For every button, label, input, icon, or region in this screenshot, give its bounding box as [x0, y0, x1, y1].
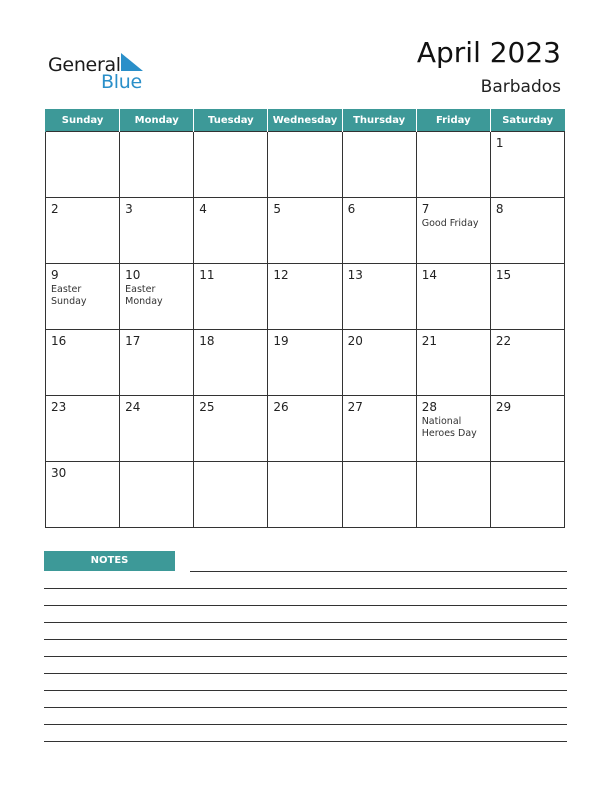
calendar-day-cell — [194, 330, 268, 396]
logo-word-blue: Blue — [101, 71, 142, 93]
calendar-day-cell — [490, 198, 564, 264]
calendar-day-cell — [46, 198, 120, 264]
calendar-day-cell — [416, 132, 490, 198]
calendar-day-cell — [194, 198, 268, 264]
calendar-day-cell — [46, 330, 120, 396]
calendar-day-cell — [490, 264, 564, 330]
calendar-day-cell — [342, 264, 416, 330]
page-title: April 2023 — [416, 36, 561, 69]
calendar-week-row — [46, 330, 565, 396]
day-number: 21 — [421, 334, 437, 348]
day-number: 1 — [495, 136, 504, 150]
calendar-day-cell — [268, 264, 342, 330]
notes-line — [44, 639, 567, 640]
calendar-week-row — [46, 264, 565, 330]
calendar-day-cell — [46, 132, 120, 198]
notes-line — [44, 724, 567, 725]
weekday-header-row — [46, 109, 565, 132]
calendar-grid — [45, 109, 565, 528]
day-number: 18 — [199, 334, 215, 348]
day-number: 27 — [347, 400, 363, 414]
calendar-day-cell — [342, 396, 416, 462]
calendar-day-cell — [490, 462, 564, 528]
calendar-day-cell — [416, 462, 490, 528]
calendar-day-cell — [416, 198, 490, 264]
day-number: 17 — [125, 334, 141, 348]
notes-line — [44, 622, 567, 623]
day-number: 12 — [273, 268, 289, 282]
weekday-header: Sunday — [46, 109, 120, 132]
day-number: 6 — [347, 202, 356, 216]
day-number: 16 — [51, 334, 67, 348]
weekday-header: Thursday — [342, 109, 416, 132]
calendar-day-cell — [268, 132, 342, 198]
day-number: 19 — [273, 334, 289, 348]
day-number: 8 — [495, 202, 504, 216]
calendar-day-cell — [120, 396, 194, 462]
notes-line — [190, 571, 567, 572]
logo-word-general: General — [48, 54, 121, 76]
day-number: 22 — [495, 334, 512, 348]
calendar-day-cell — [268, 330, 342, 396]
weekday-header: Monday — [120, 109, 194, 132]
day-number: 23 — [51, 400, 67, 414]
day-number: 11 — [199, 268, 215, 282]
day-number: 25 — [199, 400, 215, 414]
calendar-day-cell — [46, 264, 120, 330]
day-number: 7 — [421, 202, 430, 216]
calendar-day-cell — [342, 198, 416, 264]
calendar-day-cell — [120, 264, 194, 330]
notes-line — [44, 741, 567, 742]
calendar-day-cell — [194, 396, 268, 462]
calendar-day-cell — [268, 198, 342, 264]
notes-line — [44, 707, 567, 708]
notes-line — [44, 656, 567, 657]
day-number: 9 — [51, 268, 59, 282]
calendar-day-cell — [416, 330, 490, 396]
calendar-week-row — [46, 462, 565, 528]
holiday-label: Good Friday — [421, 218, 479, 229]
day-number: 24 — [125, 400, 141, 414]
notes-line — [44, 690, 567, 691]
day-number: 14 — [421, 268, 437, 282]
holiday-label: Easter Monday — [125, 284, 163, 307]
general-blue-logo — [48, 52, 148, 92]
calendar-day-cell — [46, 462, 120, 528]
calendar-day-cell — [194, 462, 268, 528]
day-number: 5 — [273, 202, 282, 216]
day-number: 30 — [51, 466, 67, 480]
calendar-day-cell — [342, 330, 416, 396]
calendar-day-cell — [490, 330, 564, 396]
calendar-day-cell — [194, 264, 268, 330]
calendar-day-cell — [194, 132, 268, 198]
calendar-week-row — [46, 396, 565, 462]
day-number: 29 — [495, 400, 512, 414]
day-number: 2 — [51, 202, 59, 216]
holiday-label: National Heroes Day — [421, 416, 477, 439]
calendar-week-row — [46, 198, 565, 264]
day-number: 13 — [347, 268, 363, 282]
weekday-header: Saturday — [490, 109, 564, 132]
notes-line — [44, 605, 567, 606]
calendar-day-cell — [416, 396, 490, 462]
calendar-day-cell — [120, 330, 194, 396]
day-number: 4 — [199, 202, 207, 216]
calendar-day-cell — [342, 462, 416, 528]
calendar-day-cell — [268, 462, 342, 528]
calendar-day-cell — [342, 132, 416, 198]
calendar-day-cell — [120, 198, 194, 264]
notes-line — [44, 673, 567, 674]
day-number: 26 — [273, 400, 289, 414]
day-number: 28 — [421, 400, 437, 414]
weekday-header: Wednesday — [268, 109, 342, 132]
calendar-day-cell — [120, 462, 194, 528]
calendar-day-cell — [120, 132, 194, 198]
day-number: 10 — [125, 268, 141, 282]
notes-header: NOTES — [44, 551, 175, 571]
day-number: 15 — [495, 268, 512, 282]
calendar-week-row — [46, 132, 565, 198]
calendar-day-cell — [416, 264, 490, 330]
notes-line — [44, 588, 567, 589]
day-number: 3 — [125, 202, 133, 216]
weekday-header: Tuesday — [194, 109, 268, 132]
country-name: Barbados — [480, 77, 561, 97]
calendar-day-cell — [268, 396, 342, 462]
weekday-header: Friday — [416, 109, 490, 132]
day-number: 20 — [347, 334, 363, 348]
calendar-day-cell — [490, 396, 564, 462]
calendar-day-cell — [490, 132, 564, 198]
holiday-label: Easter Sunday — [51, 284, 87, 307]
calendar-day-cell — [46, 396, 120, 462]
logo-triangle-icon — [121, 53, 143, 71]
